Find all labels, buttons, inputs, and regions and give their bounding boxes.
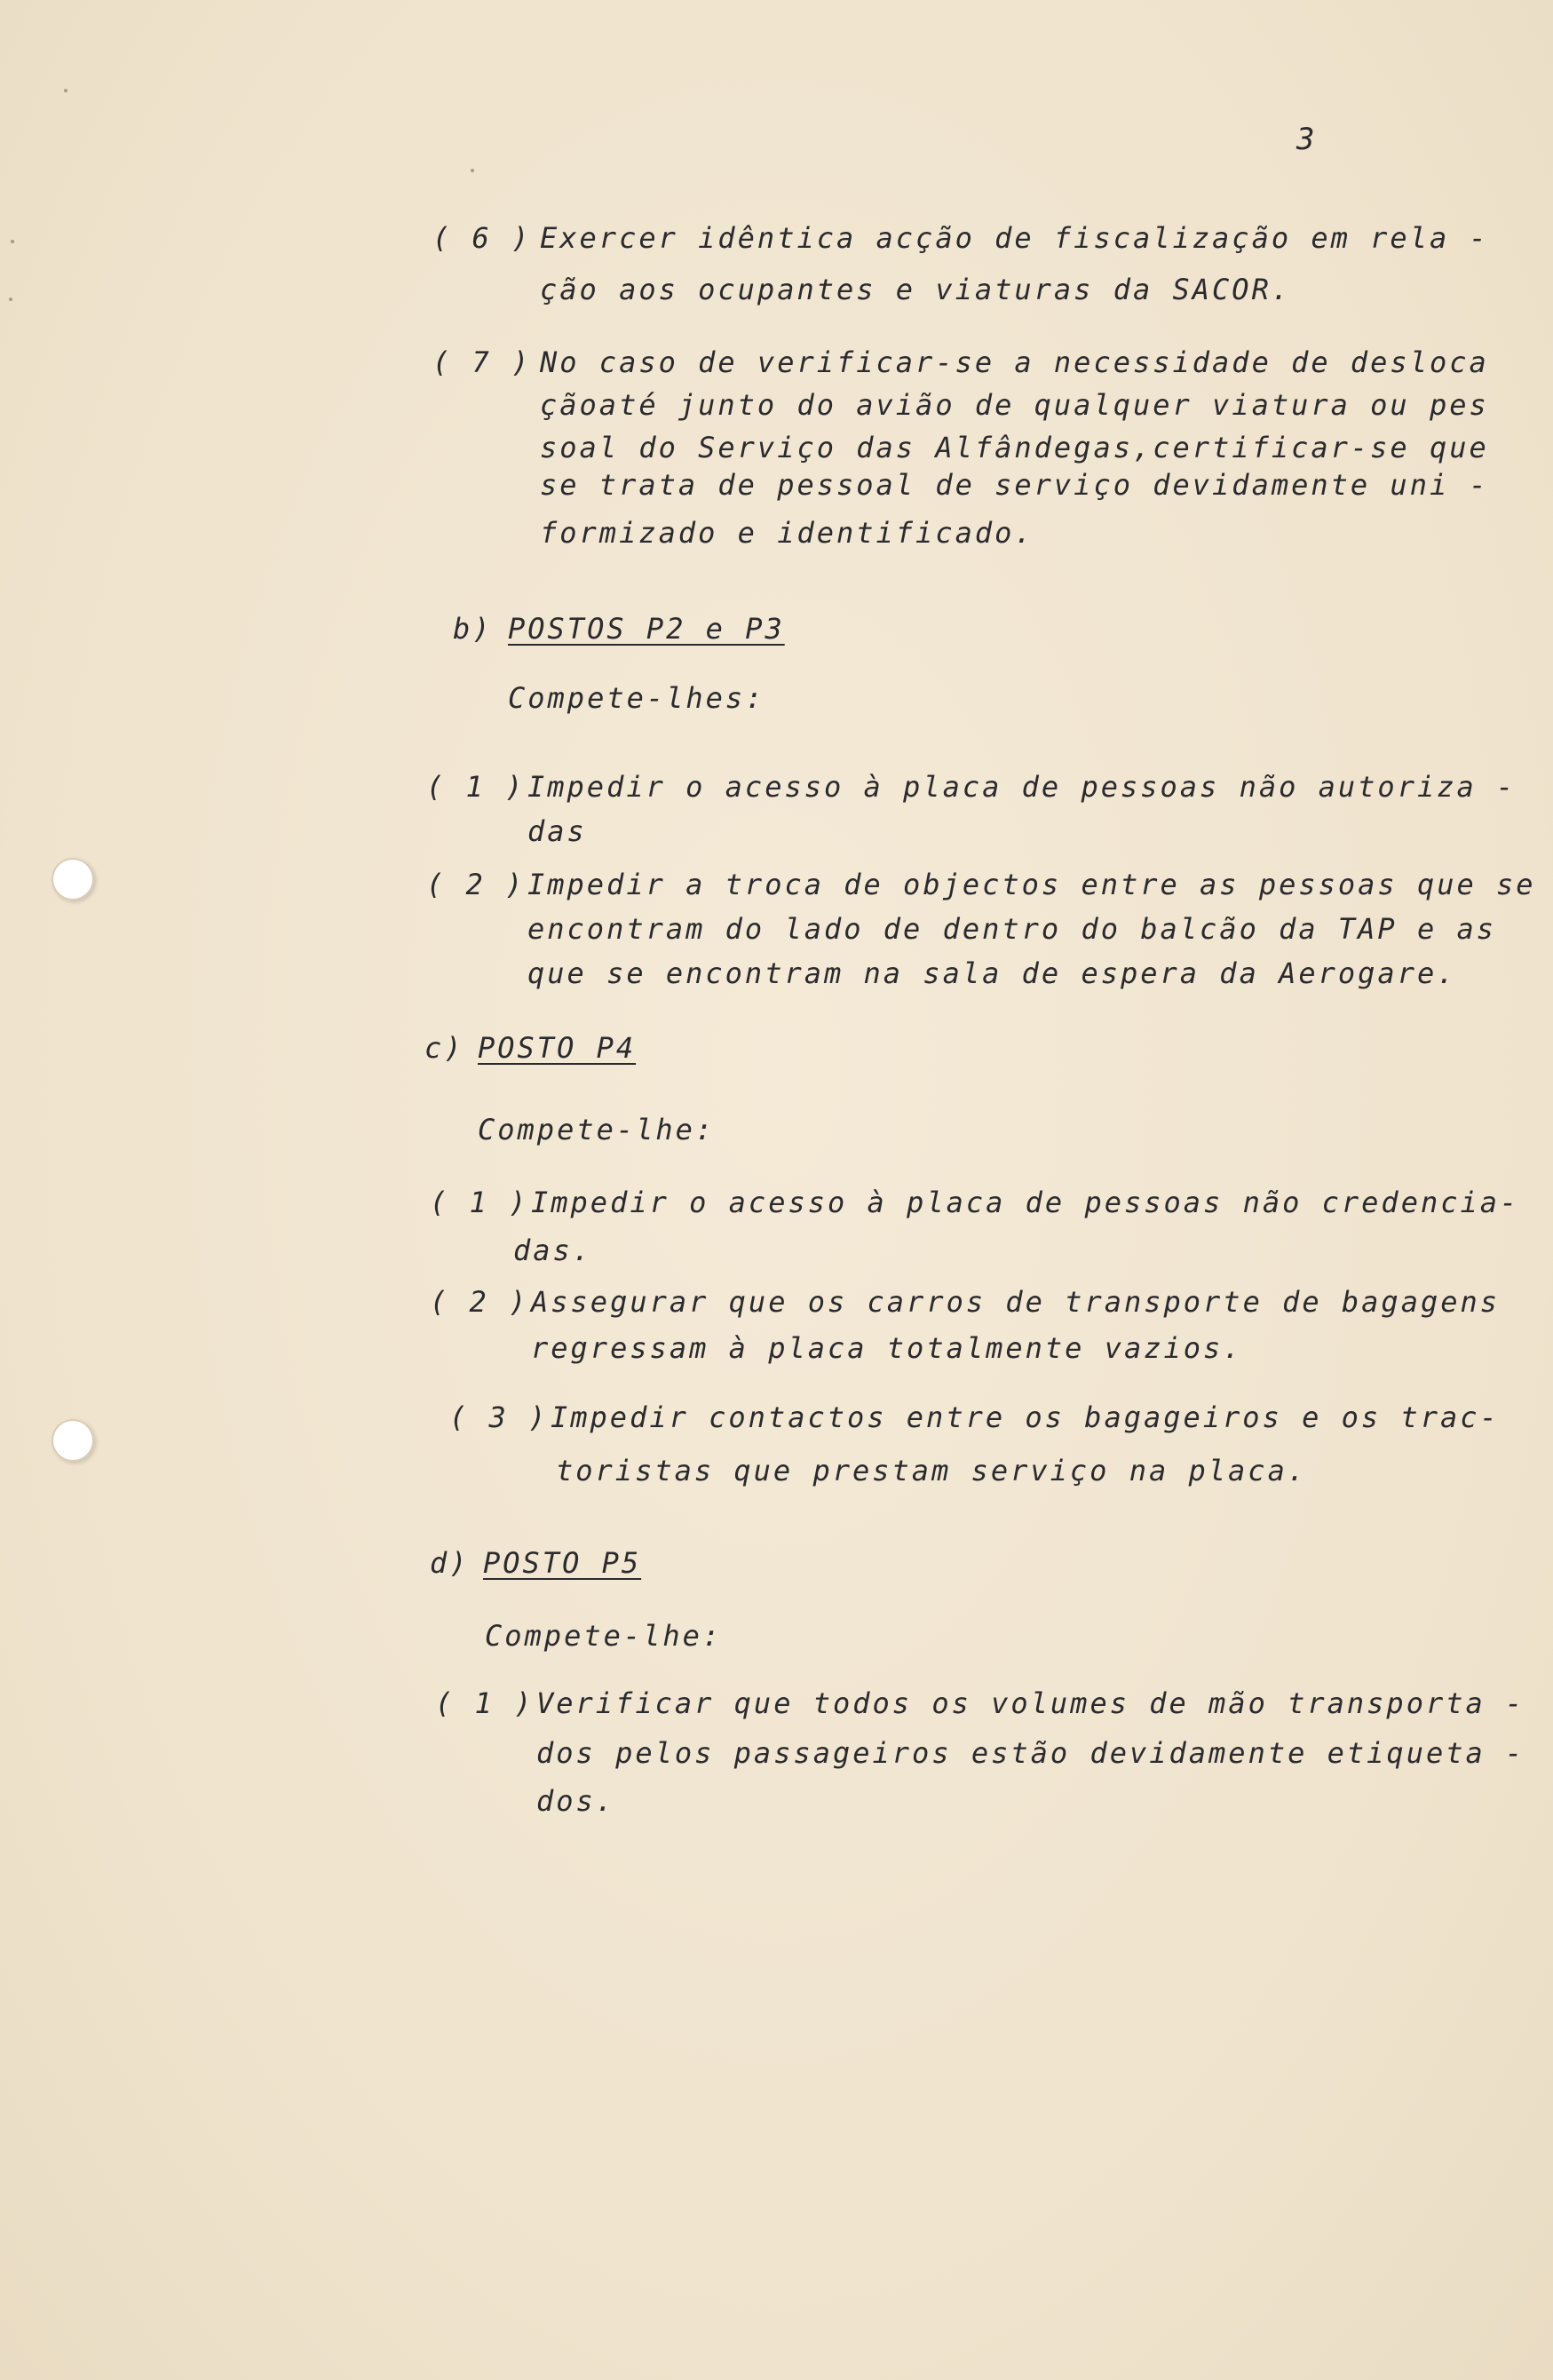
text-line: Exercer idêntica acção de fiscalização em rela - bbox=[540, 221, 1489, 255]
text-line: soal do Serviço das Alfândegas,certificar-se que bbox=[540, 431, 1489, 464]
text-line: dos pelos passageiros estão devidamente etiqueta - bbox=[536, 1736, 1525, 1770]
section-title: POSTO P4 bbox=[478, 1031, 637, 1065]
section-marker: d) bbox=[430, 1546, 470, 1580]
paper-speck bbox=[11, 240, 14, 243]
text-line: das bbox=[527, 814, 587, 848]
text-line: regressam à placa totalmente vazios. bbox=[531, 1331, 1243, 1365]
text-line: Assegurar que os carros de transporte de bagagens bbox=[531, 1285, 1501, 1319]
text-line: No caso de verificar-se a necessidade de desloca bbox=[540, 345, 1489, 379]
text-line: toristas que prestam serviço na placa. bbox=[556, 1454, 1308, 1488]
section-intro: Compete-lhes: bbox=[508, 681, 765, 715]
section-title: POSTO P5 bbox=[483, 1546, 642, 1580]
item-number: ( 1 ) bbox=[426, 770, 526, 804]
item-number: ( 2 ) bbox=[430, 1285, 529, 1319]
paper-speck bbox=[471, 169, 474, 172]
item-number: ( 3 ) bbox=[449, 1400, 549, 1434]
paper-speck bbox=[9, 298, 12, 301]
section-intro: Compete-lhe: bbox=[485, 1619, 723, 1653]
section-marker: b) bbox=[453, 612, 493, 646]
item-number: ( 1 ) bbox=[430, 1186, 529, 1219]
item-number: ( 2 ) bbox=[426, 868, 526, 901]
text-line: se trata de pessoal de serviço devidamente uni - bbox=[540, 468, 1489, 502]
item-number: ( 1 ) bbox=[435, 1686, 535, 1720]
text-line: encontram do lado de dentro do balcão da TAP e as bbox=[527, 912, 1497, 946]
text-line: que se encontram na sala de espera da Aerogare. bbox=[527, 956, 1457, 990]
section-intro: Compete-lhe: bbox=[478, 1113, 716, 1146]
text-line: ção aos ocupantes e viaturas da SACOR. bbox=[540, 273, 1292, 306]
text-line: çãoaté junto do avião de qualquer viatura ou pes bbox=[540, 388, 1489, 422]
text-line: dos. bbox=[536, 1784, 616, 1818]
punch-hole-top bbox=[52, 858, 94, 900]
text-line: Impedir a troca de objectos entre as pessoas que se bbox=[527, 868, 1536, 901]
item-number: ( 6 ) bbox=[432, 221, 532, 255]
item-number: ( 7 ) bbox=[432, 345, 532, 379]
punch-hole-bottom bbox=[52, 1419, 94, 1462]
text-line: das. bbox=[513, 1234, 593, 1267]
text-line: Verificar que todos os volumes de mão transporta - bbox=[536, 1686, 1525, 1720]
paper-speck bbox=[64, 89, 67, 92]
page-number: 3 bbox=[1296, 122, 1318, 157]
text-line: Impedir o acesso à placa de pessoas não autoriza - bbox=[527, 770, 1517, 804]
section-marker: c) bbox=[424, 1031, 464, 1065]
text-line: Impedir contactos entre os bagageiros e os trac- bbox=[551, 1400, 1500, 1434]
text-line: Impedir o acesso à placa de pessoas não credencia- bbox=[531, 1186, 1520, 1219]
text-line: formizado e identificado. bbox=[540, 516, 1034, 550]
section-title: POSTOS P2 e P3 bbox=[508, 612, 785, 646]
